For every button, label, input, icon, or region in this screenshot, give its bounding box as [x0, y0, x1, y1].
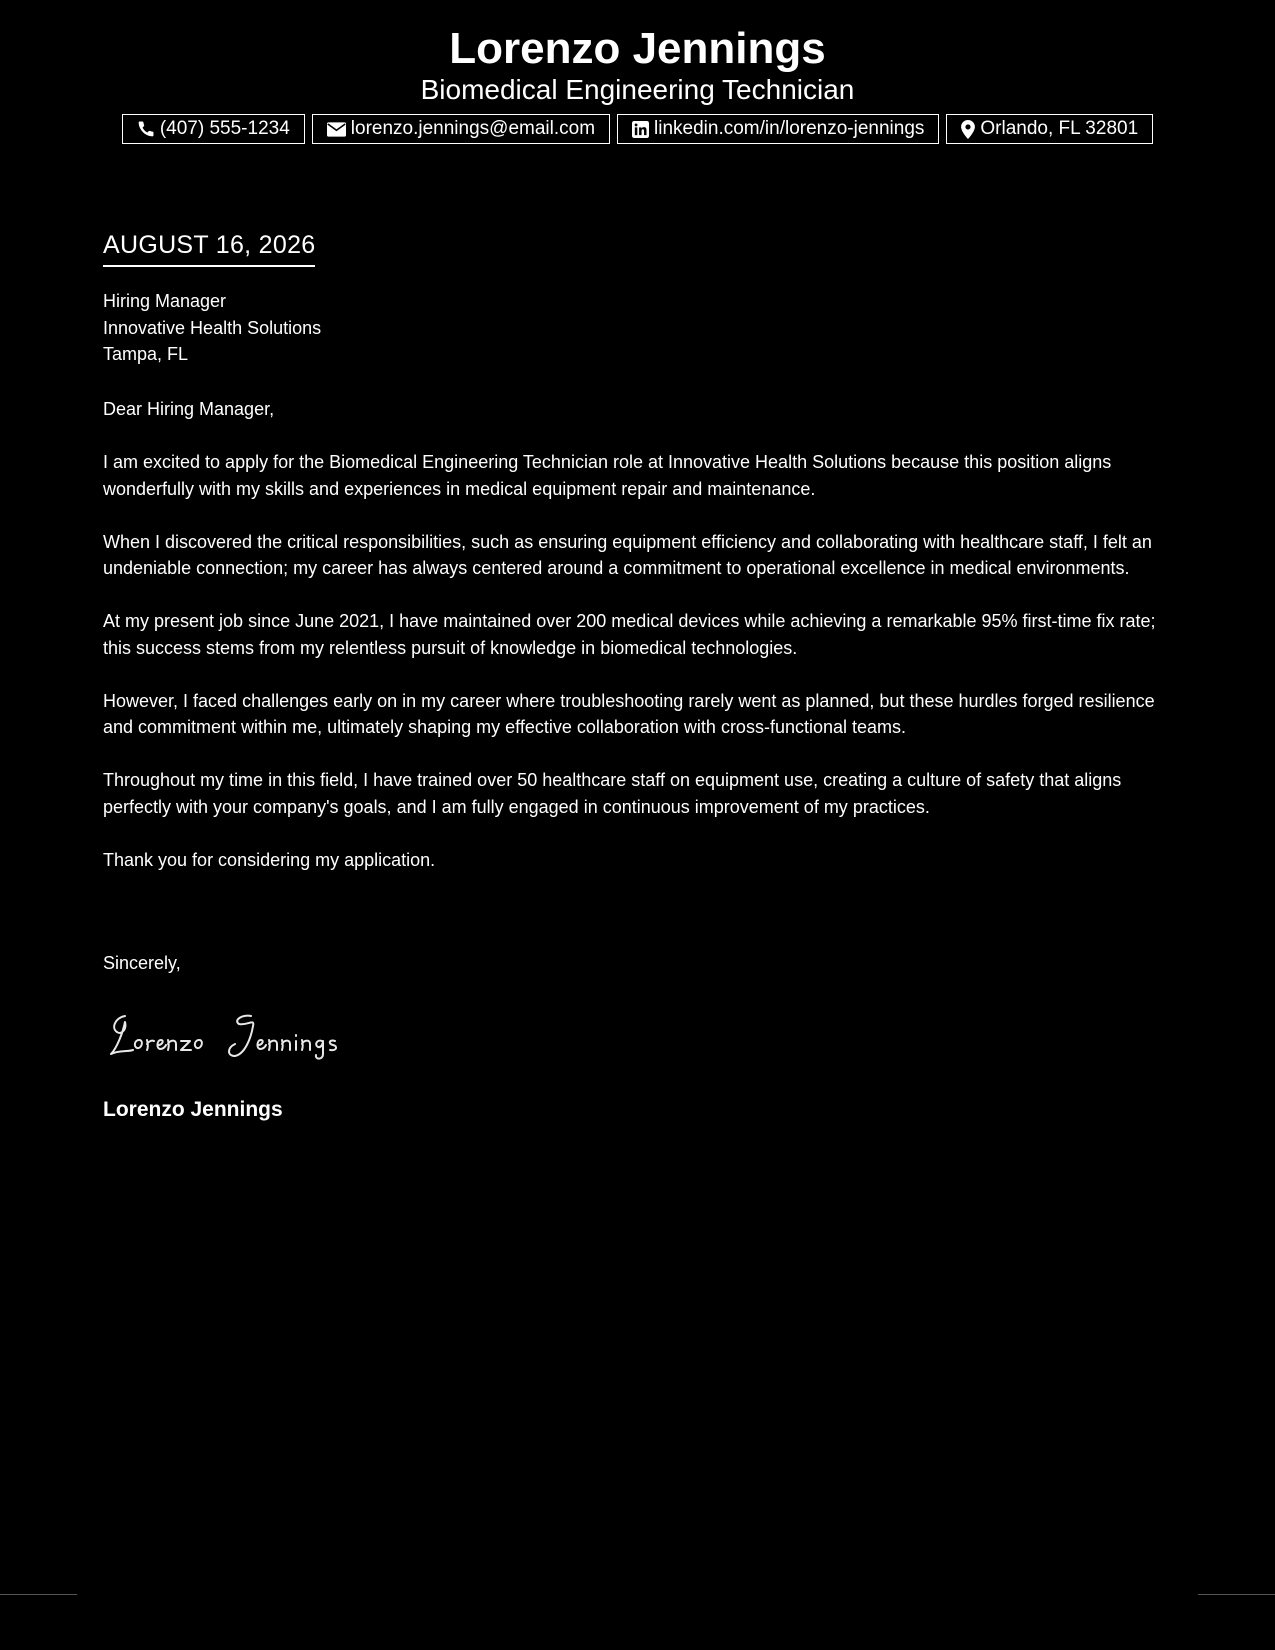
- body-paragraph: I am excited to apply for the Biomedical Engineering Technician role at Innovative Health Solutions because this position aligns wonderfully with my skills and experiences in medical equipment repair and maintenance.: [103, 452, 1112, 499]
- handwritten-signature: [103, 1004, 373, 1064]
- contact-phone[interactable]: [122, 114, 305, 144]
- body-paragraph: At my present job since June 2021, I have maintained over 200 medical devices while achieving a remarkable 95% first-time fix rate; this success stems from my relentless pursuit of knowledge in biomedical technologies.: [103, 611, 1156, 658]
- contact-row: [0, 114, 1275, 144]
- body-paragraph: When I discovered the critical responsibilities, such as ensuring equipment efficiency and collaborating with healthcare staff, I felt an undeniable connection; my career has always centered around a commitment to operational excellence in medical environments.: [103, 531, 1152, 578]
- map-pin-icon: [961, 120, 975, 139]
- contact-location: [946, 114, 1153, 144]
- contact-phone-text: (407) 555-1234: [159, 118, 290, 139]
- closing: Sincerely,: [103, 953, 181, 973]
- recipient-location: Tampa, FL: [103, 344, 189, 364]
- recipient-block: [103, 288, 321, 368]
- signer-name: Lorenzo Jennings: [103, 1098, 283, 1121]
- letter-body: [103, 449, 1178, 900]
- body-paragraph: Throughout my time in this field, I have trained over 50 healthcare staff on equipment use, creating a culture of safety that aligns perfectly with your company's goals, and I am fully engaged in continuous improvement of my practices.: [103, 770, 1122, 817]
- applicant-name: Lorenzo Jennings: [449, 24, 826, 73]
- contact-location-text: Orlando, FL 32801: [980, 118, 1139, 139]
- footer-divider-right: [1198, 1594, 1275, 1595]
- contact-linkedin-text: linkedin.com/in/lorenzo-jennings: [654, 118, 925, 139]
- envelope-icon: [327, 122, 346, 137]
- applicant-title: Biomedical Engineering Technician: [420, 74, 855, 105]
- body-paragraph: However, I faced challenges early on in my career where troubleshooting rarely went as planned, but these hurdles forged resilience and commitment within me, ultimately shaping my effective collaboration with cross-functional teams.: [103, 690, 1155, 737]
- letter-date: AUGUST 16, 2026: [103, 228, 315, 267]
- recipient-name: Hiring Manager: [103, 291, 227, 311]
- body-paragraph: Thank you for considering my application.: [103, 849, 436, 870]
- linkedin-icon: [632, 121, 649, 138]
- footer-divider-left: [0, 1594, 77, 1595]
- recipient-company: Innovative Health Solutions: [103, 317, 322, 338]
- contact-email[interactable]: [312, 114, 610, 144]
- contact-email-text: lorenzo.jennings@email.com: [350, 118, 596, 139]
- salutation: Dear Hiring Manager,: [103, 399, 275, 419]
- contact-linkedin[interactable]: [617, 114, 939, 144]
- phone-icon: [137, 120, 155, 138]
